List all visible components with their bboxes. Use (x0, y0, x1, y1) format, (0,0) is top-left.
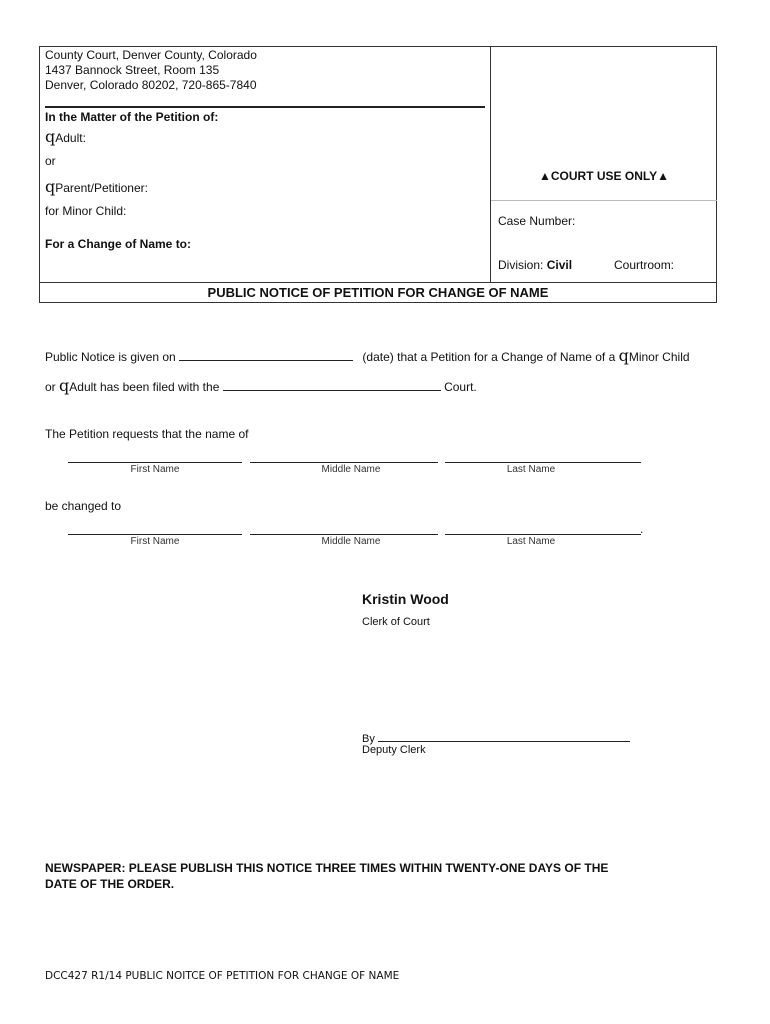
notice-line-2 (45, 376, 477, 395)
checkbox-icon[interactable]: q (59, 376, 70, 395)
clerk-name: Kristin Wood (362, 591, 449, 607)
new-middle-name-field[interactable] (250, 534, 438, 535)
or-label: or (45, 154, 56, 168)
court-name-field[interactable] (223, 378, 441, 391)
current-first-name-field[interactable] (68, 462, 242, 463)
adult-label: Adult: (55, 131, 86, 145)
be-changed-to: be changed to (45, 499, 122, 513)
court-city: Denver, Colorado 80202, 720-865-7840 (45, 78, 257, 92)
current-middle-name-field[interactable] (250, 462, 438, 463)
parent-label: Parent/Petitioner: (55, 181, 148, 195)
first-name-caption: First Name (130, 464, 180, 475)
adult-filed-text: Adult has been filed with the (69, 380, 220, 394)
deputy-clerk-label: Deputy Clerk (362, 744, 426, 756)
deputy-signature-field[interactable] (378, 731, 630, 742)
current-last-name-field[interactable] (445, 462, 641, 463)
new-first-name-field[interactable] (68, 534, 242, 535)
parent-row (45, 177, 148, 196)
caption-divider (490, 46, 491, 283)
newspaper-line-2: DATE OF THE ORDER. (45, 877, 175, 891)
minor-child-label: Minor Child (628, 350, 690, 364)
by-label: By (362, 733, 375, 745)
checkbox-icon[interactable]: q (45, 127, 56, 146)
division-row (498, 258, 572, 272)
case-number-label: Case Number: (498, 214, 576, 228)
last-name-caption: Last Name (506, 464, 556, 475)
matter-heading: In the Matter of the Petition of: (45, 110, 219, 124)
checkbox-icon[interactable]: q (618, 346, 629, 365)
court-use-only: ▲COURT USE ONLY▲ (539, 169, 669, 183)
notice-line-1 (45, 346, 690, 365)
last-name-caption: Last Name (506, 536, 556, 547)
checkbox-icon[interactable]: q (45, 177, 56, 196)
change-heading: For a Change of Name to: (45, 237, 192, 251)
or-word: or (45, 380, 56, 394)
court-use-divider (491, 200, 717, 201)
form-footer: DCC427 R1/14 PUBLIC NOITCE OF PETITION FOR CHANGE OF NAME (45, 970, 400, 982)
new-last-name-field[interactable] (445, 534, 641, 535)
page-title: PUBLIC NOTICE OF PETITION FOR CHANGE OF NAME (39, 283, 717, 303)
address-rule (45, 106, 485, 108)
clerk-title: Clerk of Court (362, 616, 430, 628)
court-word: Court. (444, 380, 477, 394)
courtroom-label: Courtroom: (614, 258, 675, 272)
division-value: Civil (546, 258, 573, 272)
notice-date-field[interactable] (179, 348, 353, 361)
notice-date-text: (date) that a Petition for a Change of Name of a (362, 350, 616, 364)
adult-row (45, 127, 86, 146)
notice-start: Public Notice is given on (45, 350, 176, 364)
newspaper-line-1: NEWSPAPER: PLEASE PUBLISH THIS NOTICE THREE TIMES WITHIN TWENTY-ONE DAYS OF THE (45, 861, 609, 875)
court-address: 1437 Bannock Street, Room 135 (45, 63, 220, 77)
division-label: Division: (498, 258, 544, 272)
period: . (640, 522, 644, 536)
court-name: County Court, Denver County, Colorado (45, 48, 257, 62)
by-row (362, 731, 630, 745)
minor-label: for Minor Child: (45, 204, 127, 218)
first-name-caption: First Name (130, 536, 180, 547)
petition-requests: The Petition requests that the name of (45, 427, 249, 441)
middle-name-caption: Middle Name (321, 464, 381, 475)
middle-name-caption: Middle Name (321, 536, 381, 547)
